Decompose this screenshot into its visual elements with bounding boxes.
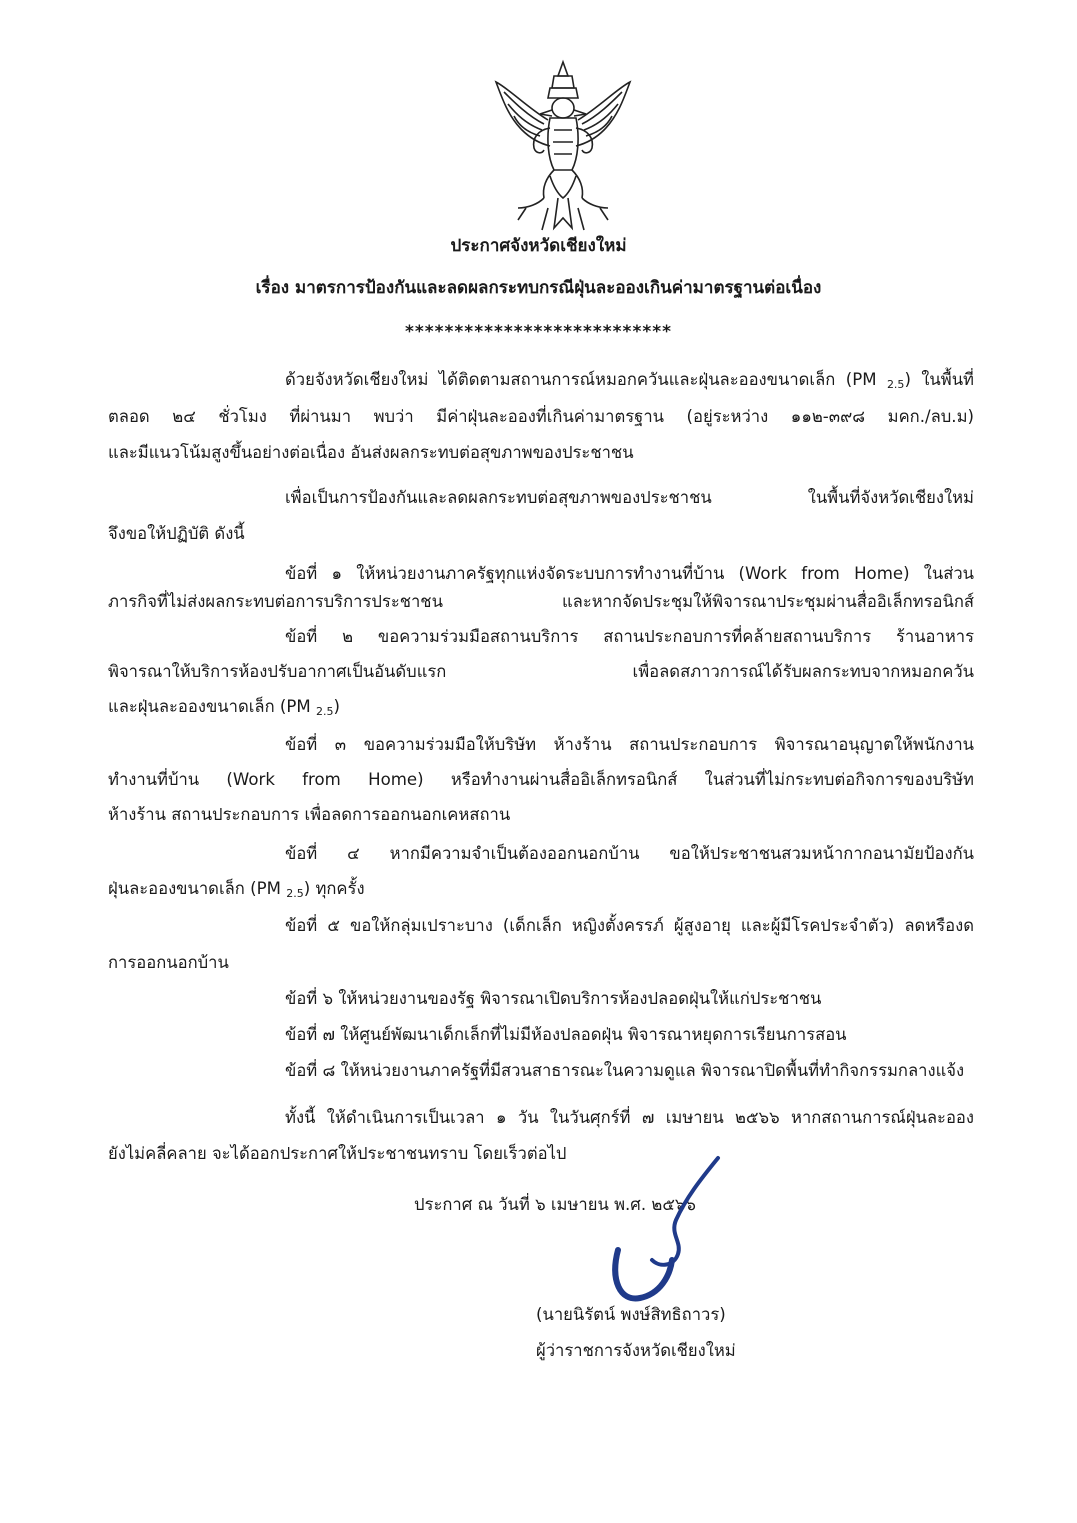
item-2-line-2: พิจารณาให้บริการห้องปรับอากาศเป็นอันดับแรก เพื่อลดสภาวการณ์ได้รับผลกระทบจากหมอกควัน bbox=[108, 662, 974, 681]
intro-line-2: ตลอด ๒๔ ชั่วโมง ที่ผ่านมา พบว่า มีค่าฝุ่นละอองที่เกินค่ามาตรฐาน (อยู่ระหว่าง ๑๑๒-๓๙๘ มคก./ลบ.ม) bbox=[108, 407, 974, 426]
purpose-line-1: เพื่อเป็นการป้องกันและลดผลกระทบต่อสุขภาพของประชาชน ในพื้นที่จังหวัดเชียงใหม่ bbox=[285, 488, 974, 507]
item-4-line-1: ข้อที่ ๔ หากมีความจำเป็นต้องออกนอกบ้าน ขอให้ประชาชนสวมหน้ากากอนามัยป้องกัน bbox=[285, 844, 974, 863]
item-3-line-2: ทำงานที่บ้าน (Work from Home) หรือทำงานผ่านสื่ออิเล็กทรอนิกส์ ในส่วนที่ไม่กระทบต่อกิจการของบริษัท bbox=[108, 770, 974, 789]
item-1-line-1: ข้อที่ ๑ ให้หน่วยงานภาครัฐทุกแห่งจัดระบบการทำงานที่บ้าน (Work from Home) ในส่วน bbox=[285, 564, 974, 583]
signer-name: (นายนิรัตน์ พงษ์สิทธิถาวร) bbox=[536, 1305, 726, 1324]
dateline: ประกาศ ณ วันที่ ๖ เมษายน พ.ศ. ๒๕๖๖ bbox=[414, 1195, 696, 1214]
closing-line-2: ยังไม่คลี่คลาย จะได้ออกประกาศให้ประชาชนทราบ โดยเร็วต่อไป bbox=[108, 1144, 567, 1163]
item-8: ข้อที่ ๘ ให้หน่วยงานภาครัฐที่มีสวนสาธารณะในความดูแล พิจารณาปิดพื้นที่ทำกิจกรรมกลางแจ้ง bbox=[285, 1061, 965, 1080]
announcement-title: ประกาศจังหวัดเชียงใหม่ bbox=[450, 236, 627, 256]
item-5-line-1: ข้อที่ ๕ ขอให้กลุ่มเปราะบาง (เด็กเล็ก หญิงตั้งครรภ์ ผู้สูงอายุ และผู้มีโรคประจำตัว) ลดหรืองด bbox=[285, 916, 974, 935]
item-2-line-3: และฝุ่นละอองขนาดเล็ก (PM $_{2.5}$) bbox=[108, 697, 340, 718]
item-4-line-2: ฝุ่นละอองขนาดเล็ก (PM $_{2.5}$) ทุกครั้ง bbox=[108, 879, 365, 900]
purpose-line-2: จึงขอให้ปฏิบัติ ดังนี้ bbox=[108, 524, 245, 543]
signer-position: ผู้ว่าราชการจังหวัดเชียงใหม่ bbox=[536, 1341, 736, 1360]
announcement-subject: เรื่อง มาตรการป้องกันและลดผลกระทบกรณีฝุ่นละอองเกินค่ามาตรฐานต่อเนื่อง bbox=[255, 278, 822, 298]
handwritten-signature-icon bbox=[600, 1150, 740, 1310]
separator-stars: *************************** bbox=[404, 322, 673, 342]
intro-line-1: ด้วยจังหวัดเชียงใหม่ ได้ติดตามสถานการณ์หมอกควันและฝุ่นละอองขนาดเล็ก (PM $_{2.5}$) ในพื้นที่ bbox=[285, 370, 974, 391]
item-3-line-3: ห้างร้าน สถานประกอบการ เพื่อลดการออกนอกเคหสถาน bbox=[108, 805, 511, 824]
item-2-line-1: ข้อที่ ๒ ขอความร่วมมือสถานบริการ สถานประกอบการที่คล้ายสถานบริการ ร้านอาหาร bbox=[285, 627, 974, 646]
item-3-line-1: ข้อที่ ๓ ขอความร่วมมือให้บริษัท ห้างร้าน สถานประกอบการ พิจารณาอนุญาตให้พนักงาน bbox=[285, 735, 974, 754]
intro-line-3: และมีแนวโน้มสูงขึ้นอย่างต่อเนื่อง อันส่งผลกระทบต่อสุขภาพของประชาชน bbox=[108, 443, 634, 462]
closing-line-1: ทั้งนี้ ให้ดำเนินการเป็นเวลา ๑ วัน ในวันศุกร์ที่ ๗ เมษายน ๒๕๖๖ หากสถานการณ์ฝุ่นละออง bbox=[285, 1108, 974, 1127]
item-5-line-2: การออกนอกบ้าน bbox=[108, 953, 229, 972]
item-6: ข้อที่ ๖ ให้หน่วยงานของรัฐ พิจารณาเปิดบริการห้องปลอดฝุ่นให้แก่ประชาชน bbox=[285, 989, 822, 1008]
item-7: ข้อที่ ๗ ให้ศูนย์พัฒนาเด็กเล็กที่ไม่มีห้องปลอดฝุ่น พิจารณาหยุดการเรียนการสอน bbox=[285, 1025, 847, 1044]
item-1-line-2: ภารกิจที่ไม่ส่งผลกระทบต่อการบริการประชาชน และหากจัดประชุมให้พิจารณาประชุมผ่านสื่ออิเล็กทรอนิกส์ bbox=[108, 592, 974, 611]
garuda-emblem-icon bbox=[488, 58, 638, 238]
